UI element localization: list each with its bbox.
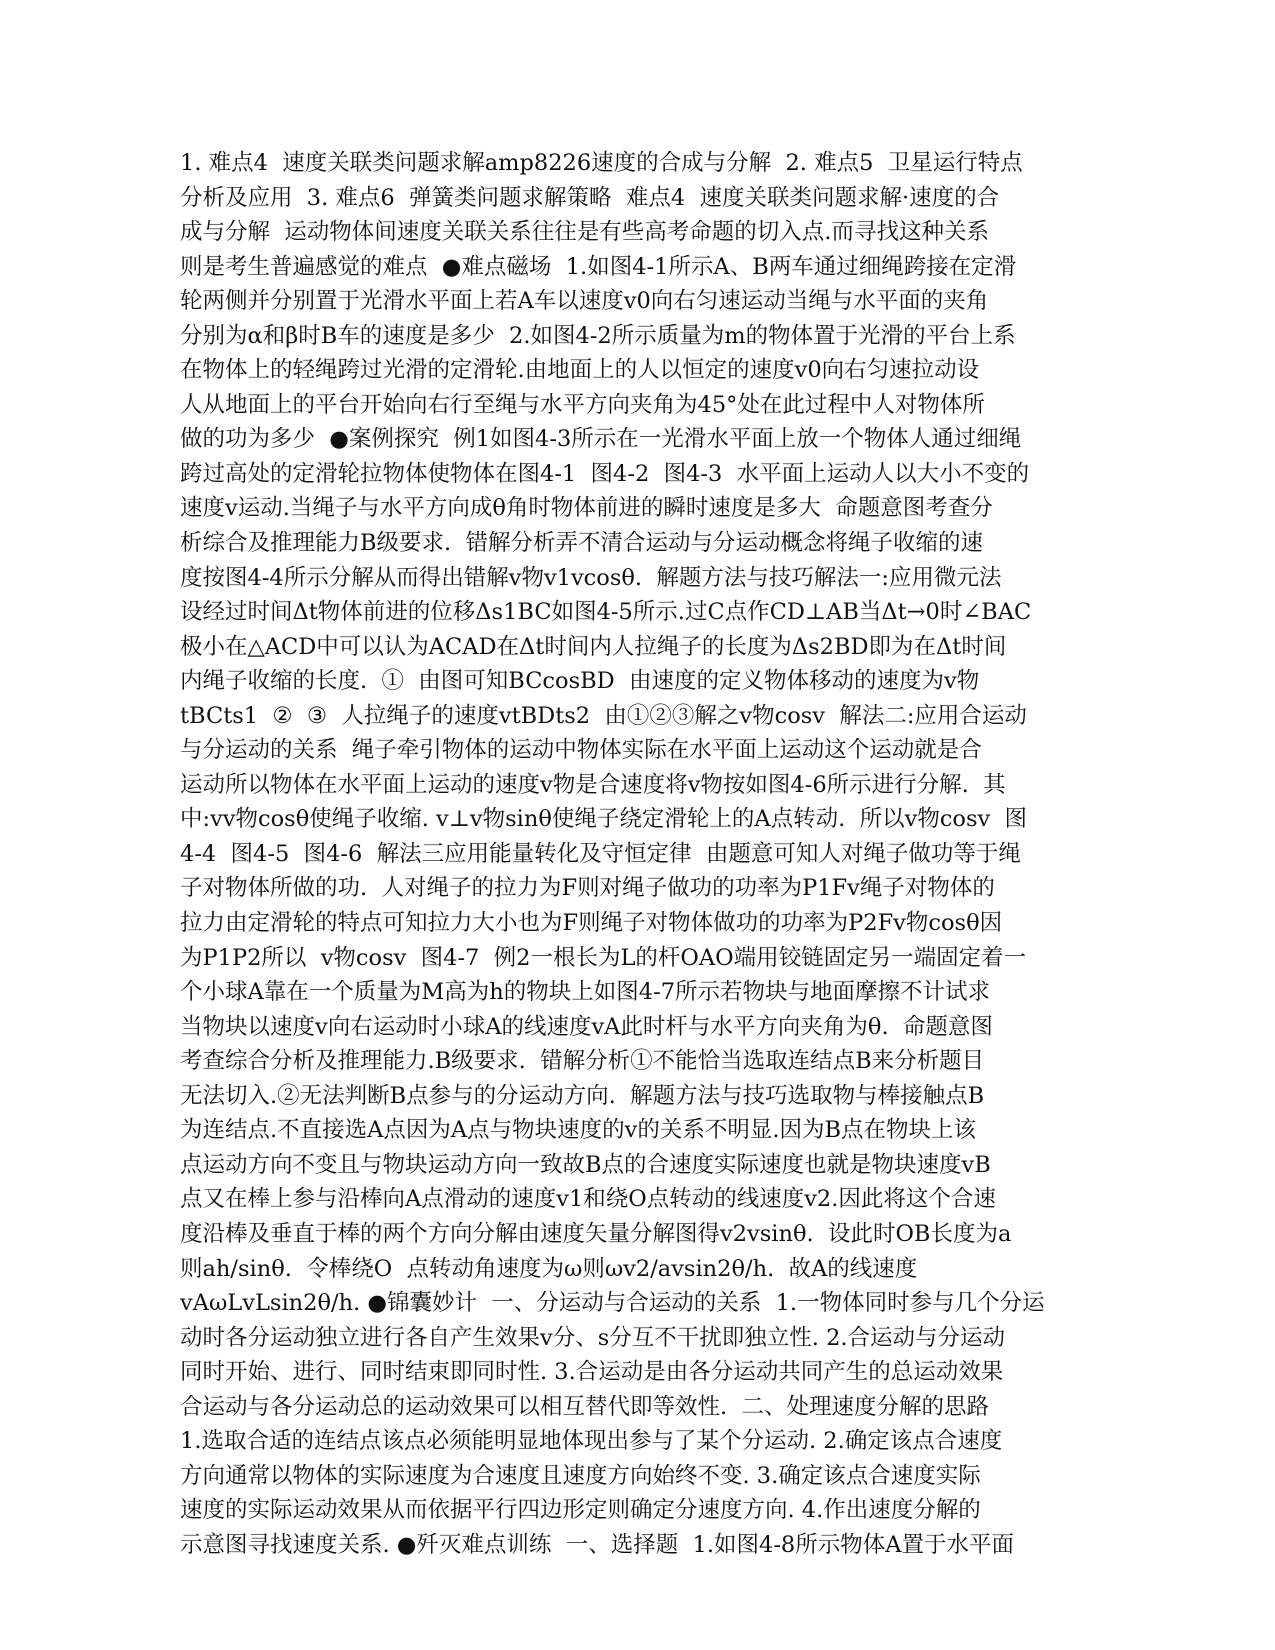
text-line: 方向通常以物体的实际速度为合速度且速度方向始终不变. 3.确定该点合速度实际 [180, 1462, 981, 1489]
text-line: 点又在棒上参与沿棒向A点滑动的速度v1和绕O点转动的线速度v2.因此将这个合速 [180, 1186, 996, 1213]
text-line: 极小在△ACD中可以认为ACAD在Δt时间内人拉绳子的长度为Δs2BD即为在Δt时间 [180, 633, 1007, 660]
text-line: 则ah/sinθ. 令棒绕O 点转动角速度为ω则ωv2/avsin2θ/h. 故A的线速度 [180, 1255, 918, 1282]
text-line: 在物体上的轻绳跨过光滑的定滑轮.由地面上的人以恒定的速度v0向右匀速拉动设 [180, 357, 980, 384]
text-line: 内绳子收缩的长度. ① 由图可知BCcosBD 由速度的定义物体移动的速度为v物 [180, 668, 980, 695]
text-line: 析综合及推理能力B级要求. 错解分析弄不清合运动与分运动概念将绳子收缩的速 [180, 530, 983, 557]
text-line: 中:vv物cosθ使绳子收缩. v⊥v物sinθ使绳子绕定滑轮上的A点转动. 所以v物cosv 图 [180, 806, 1028, 833]
text-line: 速度v运动.当绳子与水平方向成θ角时物体前进的瞬时速度是多大 命题意图考查分 [180, 495, 993, 522]
text-line: 考查综合分析及推理能力.B级要求. 错解分析①不能恰当选取连结点B来分析题目 [180, 1048, 985, 1075]
text-line: 为连结点.不直接选A点因为A点与物块速度的v的关系不明显.因为B点在物块上该 [180, 1117, 977, 1144]
text-line: 1.选取合适的连结点该点必须能明显地体现出参与了某个分运动. 2.确定该点合速度 [180, 1428, 1003, 1455]
text-line: 无法切入.②无法判断B点参与的分运动方向. 解题方法与技巧选取物与棒接触点B [180, 1082, 985, 1109]
text-line: 为P1P2所以 v物cosv 图4-7 例2一根长为L的杆OAO端用铰链固定另一端固定着一 [180, 944, 1027, 971]
text-line: 跨过高处的定滑轮拉物体使物体在图4-1 图4-2 图4-3 水平面上运动人以大小不变的 [180, 460, 1030, 487]
text-line: 示意图寻找速度关系. ●歼灭难点训练 一、选择题 1.如图4-8所示物体A置于水平面 [180, 1531, 1014, 1558]
text-line: 度按图4-4所示分解从而得出错解v物v1vcosθ. 解题方法与技巧解法一:应用微元法 [180, 564, 1002, 591]
text-line: 设经过时间Δt物体前进的位移Δs1BC如图4-5所示.过C点作CD⊥AB当Δt→0时∠BAC [180, 599, 1032, 626]
text-line: 速度的实际运动效果从而依据平行四边形定则确定分速度方向. 4.作出速度分解的 [180, 1497, 981, 1524]
text-line: vAωLvLsin2θ/h. ●锦囊妙计 一、分运动与合运动的关系 1.一物体同时参与几个分运 [180, 1290, 1045, 1317]
text-line: 成与分解 运动物体间速度关联关系往往是有些高考命题的切入点.而寻找这种关系 [180, 219, 989, 246]
text-line: 合运动与各分运动总的运动效果可以相互替代即等效性. 二、处理速度分解的思路 [180, 1393, 989, 1420]
text-line: 人从地面上的平台开始向右行至绳与水平方向夹角为45°处在此过程中人对物体所 [180, 391, 985, 418]
text-line: 子对物体所做的功. 人对绳子的拉力为F则对绳子做功的功率为P1Fv绳子对物体的 [180, 875, 995, 902]
text-line: 轮两侧并分别置于光滑水平面上若A车以速度v0向右匀速运动当绳与水平面的夹角 [180, 288, 989, 315]
text-line: 则是考生普遍感觉的难点 ●难点磁场 1.如图4-1所示A、B两车通过细绳跨接在定滑 [180, 253, 1017, 280]
text-line: 度沿棒及垂直于棒的两个方向分解由速度矢量分解图得v2vsinθ. 设此时OB长度为a [180, 1220, 1012, 1247]
text-line: 做的功为多少 ●案例探究 例1如图4-3所示在一光滑水平面上放一个物体人通过细绳 [180, 426, 1022, 453]
text-line: 动时各分运动独立进行各自产生效果v分、s分互不干扰即独立性. 2.合运动与分运动 [180, 1324, 1006, 1351]
text-line: 拉力由定滑轮的特点可知拉力大小也为F则绳子对物体做功的功率为P2Fv物cosθ因 [180, 910, 1003, 937]
text-line: tBCts1 ② ③ 人拉绳子的速度vtBDts2 由①②③解之v物cosv 解法二:应用合运动 [180, 702, 1027, 729]
text-line: 当物块以速度v向右运动时小球A的线速度vA此时杆与水平方向夹角为θ. 命题意图 [180, 1013, 993, 1040]
text-line: 点运动方向不变且与物块运动方向一致故B点的合速度实际速度也就是物块速度vB [180, 1151, 991, 1178]
document-body [180, 146, 1050, 1562]
text-line: 4-4 图4-5 图4-6 解法三应用能量转化及守恒定律 由题意可知人对绳子做功等于绳 [180, 840, 1021, 867]
text-line: 分别为α和β时B车的速度是多少 2.如图4-2所示质量为m的物体置于光滑的平台上系 [180, 322, 1016, 349]
text-line: 与分运动的关系 绳子牵引物体的运动中物体实际在水平面上运动这个运动就是合 [180, 737, 982, 764]
text-line: 个小球A靠在一个质量为M高为h的物块上如图4-7所示若物块与地面摩擦不计试求 [180, 979, 991, 1006]
text-line: 运动所以物体在水平面上运动的速度v物是合速度将v物按如图4-6所示进行分解. 其 [180, 771, 1006, 798]
text-line: 分析及应用 3. 难点6 弹簧类问题求解策略 难点4 速度关联类问题求解·速度的合 [180, 184, 1000, 211]
text-line: 同时开始、进行、同时结束即同时性. 3.合运动是由各分运动共同产生的总运动效果 [180, 1359, 1004, 1386]
text-line: 1. 难点4 速度关联类问题求解amp8226速度的合成与分解 2. 难点5 卫星运行特点 [180, 150, 1023, 176]
